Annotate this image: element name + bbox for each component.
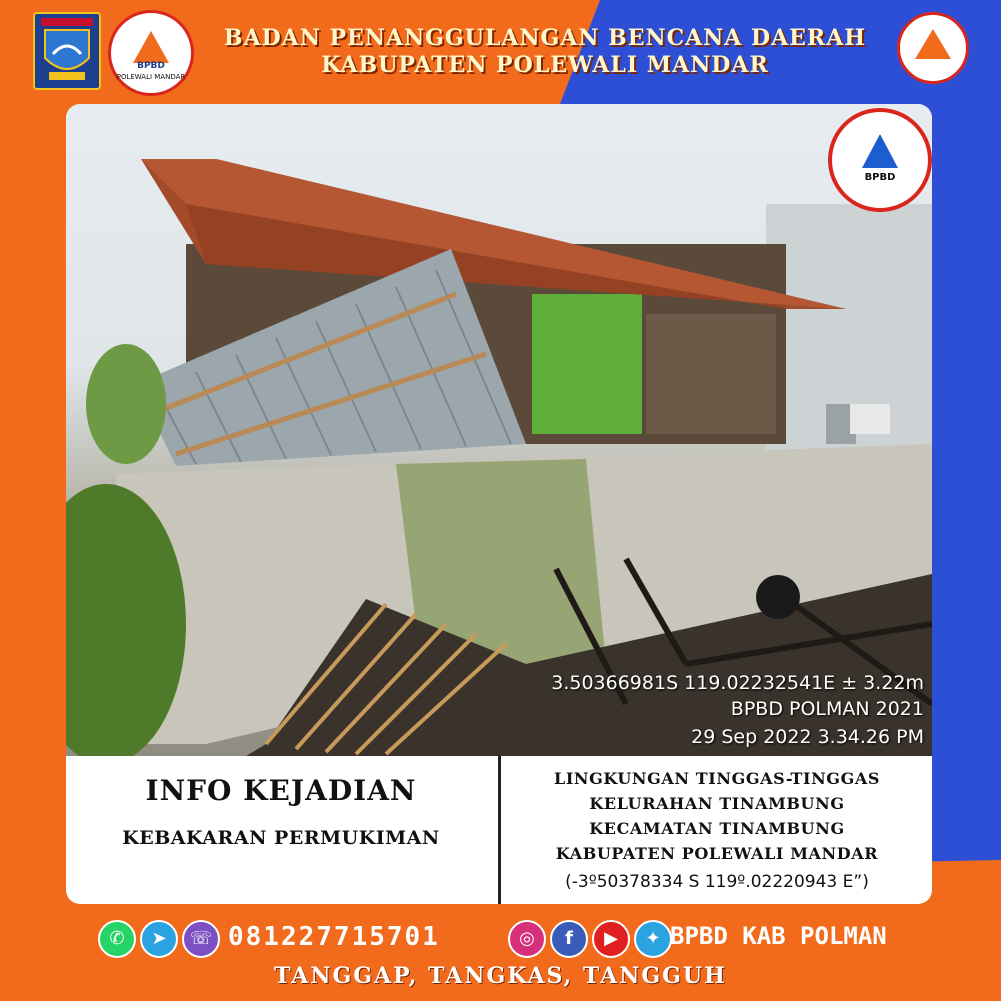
info-title: INFO KEJADIAN xyxy=(145,774,417,807)
location-coordinates: (-3º50378334 S 119º.02220943 E”) xyxy=(565,872,869,892)
location-line-4: KABUPATEN POLEWALI MANDAR xyxy=(555,844,879,863)
polewali-mandar-emblem-logo xyxy=(33,12,101,90)
footer-contact-row xyxy=(98,920,928,960)
location-line-3: KECAMATAN TINAMBUNG xyxy=(589,819,845,838)
phone-number[interactable]: 081227715701 xyxy=(228,922,440,952)
photo-badge-label: BPBD xyxy=(864,172,896,183)
divider xyxy=(498,756,501,904)
logo-bpbd-sub: POLEWALI MANDAR xyxy=(116,73,186,81)
header-title-line1: BADAN PENANGGULANGAN BENCANA DAERAH xyxy=(223,25,867,51)
bpbd-polewali-mandar-logo xyxy=(108,10,194,96)
info-subtitle: KEBAKARAN PERMUKIMAN xyxy=(122,827,440,849)
instagram-icon[interactable]: ◎ xyxy=(508,920,546,958)
info-section xyxy=(66,756,496,904)
twitter-icon[interactable]: ✦ xyxy=(634,920,672,958)
social-handle[interactable]: BPBD KAB POLMAN xyxy=(670,922,887,950)
whatsapp-icon[interactable]: ✆ xyxy=(98,920,136,958)
facebook-icon[interactable]: f xyxy=(550,920,588,958)
youtube-icon[interactable]: ▶ xyxy=(592,920,630,958)
location-section xyxy=(502,756,932,904)
logo-bpbd-label: BPBD xyxy=(137,61,165,71)
tagline: TANGGAP, TANGKAS, TANGGUH xyxy=(274,963,727,989)
bpbd-national-logo xyxy=(897,12,969,84)
content-panel xyxy=(66,104,932,904)
photo-stamp-coordinates: 3.50366981S 119.02232541E ± 3.22m xyxy=(551,672,924,694)
incident-photo-illustration xyxy=(66,104,932,756)
viber-icon[interactable]: ☏ xyxy=(182,920,220,958)
location-line-1: LINGKUNGAN TINGGAS-TINGGAS xyxy=(553,769,880,788)
location-line-2: KELURAHAN TINAMBUNG xyxy=(589,794,845,813)
telegram-icon[interactable]: ➤ xyxy=(140,920,178,958)
photo-stamp-org: BPBD POLMAN 2021 xyxy=(730,698,924,720)
header-title-line2: KABUPATEN POLEWALI MANDAR xyxy=(321,52,769,78)
incident-photo xyxy=(66,104,932,756)
photo-bpbd-badge xyxy=(828,108,932,212)
photo-stamp-time: 29 Sep 2022 3.34.26 PM xyxy=(691,726,924,748)
